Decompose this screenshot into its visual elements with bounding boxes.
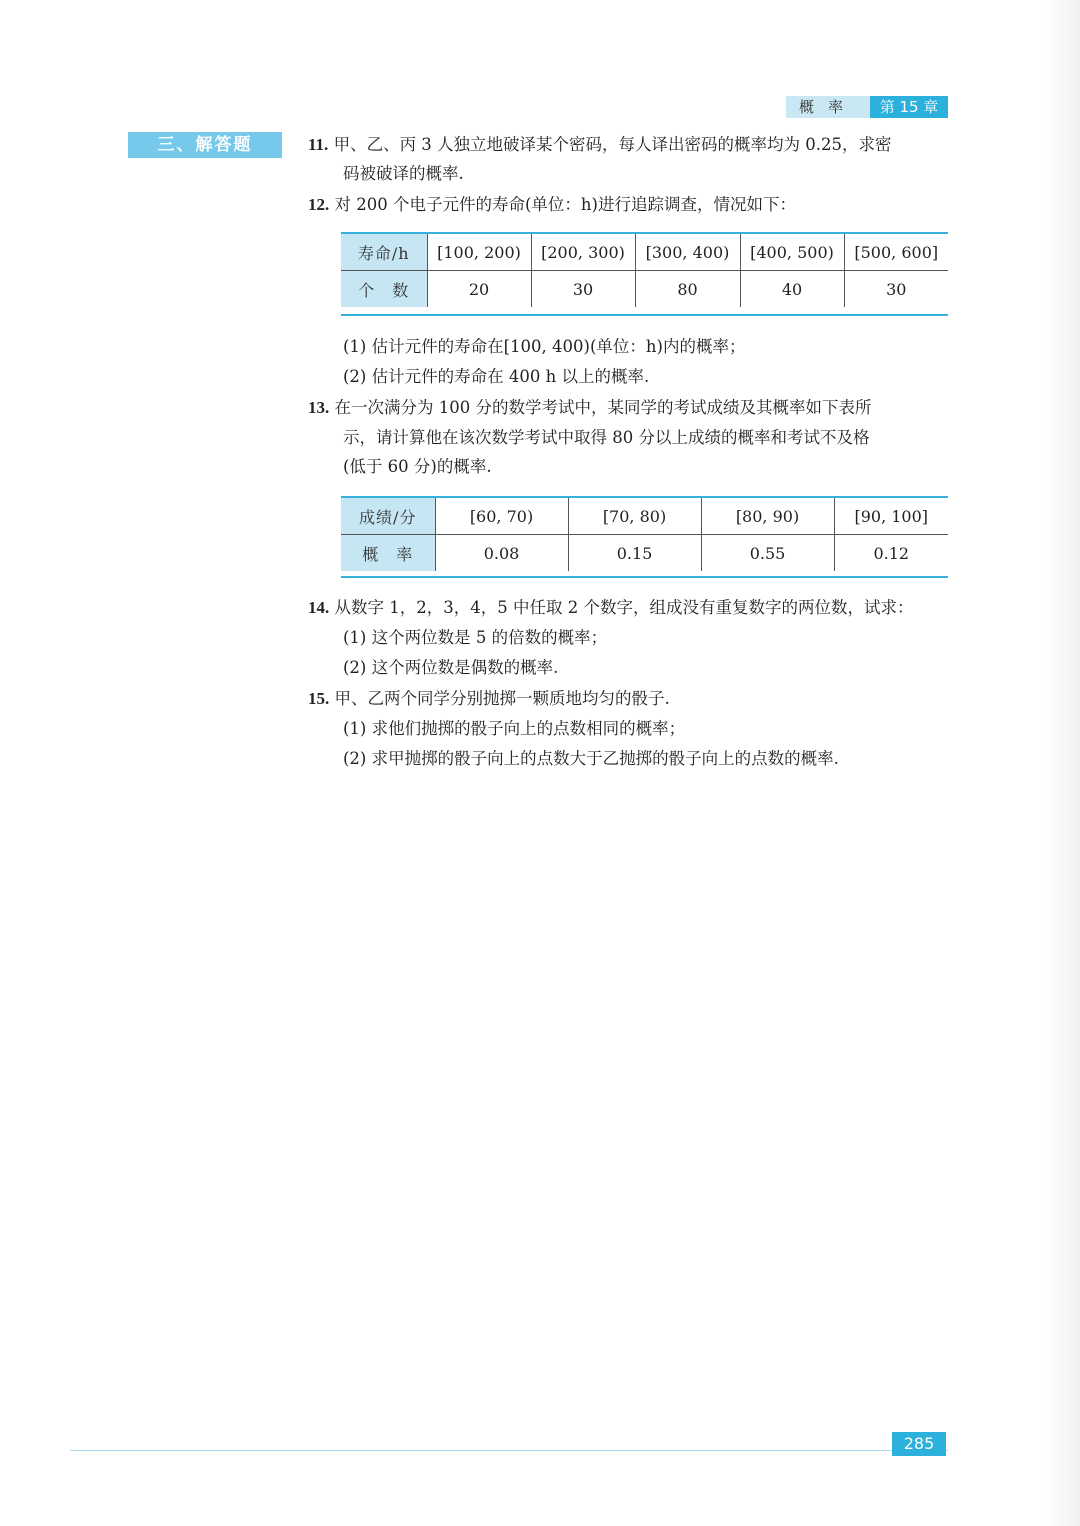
problem-text: 甲、乙两个同学分别抛掷一颗质地均匀的骰子. <box>334 689 670 708</box>
footer-divider <box>70 1450 948 1451</box>
problem-text: 甲、乙、丙 3 人独立地破译某个密码，每人译出密码的概率均为 0.25，求密 <box>333 135 892 154</box>
table-row <box>341 535 948 572</box>
problem-text: 在一次满分为 100 分的数学考试中，某同学的考试成绩及其概率如下表所 <box>334 398 872 417</box>
row-header: 概 率 <box>341 535 435 572</box>
table-cell: [70, 80) <box>568 498 701 535</box>
problem-13-line3: (低于 60 分)的概率. <box>343 457 492 476</box>
header-subject: 概率 <box>786 96 870 118</box>
table-cell: 40 <box>740 271 844 308</box>
table-cell: 0.15 <box>568 535 701 572</box>
problem-number: 13. <box>308 398 330 417</box>
score-table <box>341 498 948 571</box>
table-cell: 0.12 <box>834 535 948 572</box>
table-cell: [100, 200) <box>427 234 531 271</box>
table-cell: [80, 90) <box>701 498 834 535</box>
score-table-frame <box>341 496 948 578</box>
problem-11-line2: 码被破译的概率. <box>343 164 464 183</box>
lifetime-table <box>341 234 948 307</box>
table-cell: [90, 100] <box>834 498 948 535</box>
row-header: 成绩/分 <box>341 498 435 535</box>
table-row <box>341 234 948 271</box>
table-cell: [200, 300) <box>531 234 635 271</box>
problem-14-line1 <box>308 597 913 619</box>
table-cell: 30 <box>844 271 948 308</box>
page-number: 285 <box>892 1432 946 1456</box>
problem-14-sub2: (2) 这个两位数是偶数的概率. <box>343 658 559 677</box>
table-cell: [300, 400) <box>635 234 740 271</box>
problem-11-line1 <box>308 134 892 156</box>
problem-13-line2: 示，请计算他在该次数学考试中取得 80 分以上成绩的概率和考试不及格 <box>343 428 870 447</box>
table-row <box>341 271 948 308</box>
problem-number: 11. <box>308 135 329 154</box>
problem-text: 从数字 1，2，3，4，5 中任取 2 个数字，组成没有重复数字的两位数，试求： <box>334 598 914 617</box>
problem-12-line1 <box>308 194 796 216</box>
table-cell: 80 <box>635 271 740 308</box>
table-cell: 0.55 <box>701 535 834 572</box>
page-edge-shadow <box>1044 0 1080 1526</box>
problem-text: 对 200 个电子元件的寿命(单位：h)进行追踪调查，情况如下： <box>334 195 796 214</box>
table-cell: [500, 600] <box>844 234 948 271</box>
problem-number: 15. <box>308 689 330 708</box>
problem-number: 14. <box>308 598 330 617</box>
table-row <box>341 498 948 535</box>
table-cell: 0.08 <box>435 535 568 572</box>
section-label: 三、解答题 <box>128 132 282 158</box>
lifetime-table-frame <box>341 232 948 316</box>
row-header: 个 数 <box>341 271 427 308</box>
problem-15-sub1: (1) 求他们抛掷的骰子向上的点数相同的概率； <box>343 719 686 738</box>
row-header: 寿命/h <box>341 234 427 271</box>
header-chapter: 第 15 章 <box>870 96 948 118</box>
problem-12-sub2: (2) 估计元件的寿命在 400 h 以上的概率. <box>343 367 650 386</box>
problem-number: 12. <box>308 195 330 214</box>
chapter-header <box>786 96 948 118</box>
table-cell: [60, 70) <box>435 498 568 535</box>
table-cell: 30 <box>531 271 635 308</box>
problem-15-line1 <box>308 688 670 710</box>
problem-15-sub2: (2) 求甲抛掷的骰子向上的点数大于乙抛掷的骰子向上的点数的概率. <box>343 749 839 768</box>
problem-13-line1 <box>308 397 871 419</box>
problem-14-sub1: (1) 这个两位数是 5 的倍数的概率； <box>343 628 608 647</box>
table-cell: [400, 500) <box>740 234 844 271</box>
table-cell: 20 <box>427 271 531 308</box>
problem-12-sub1: (1) 估计元件的寿命在[100, 400)(单位：h)内的概率； <box>343 337 746 356</box>
